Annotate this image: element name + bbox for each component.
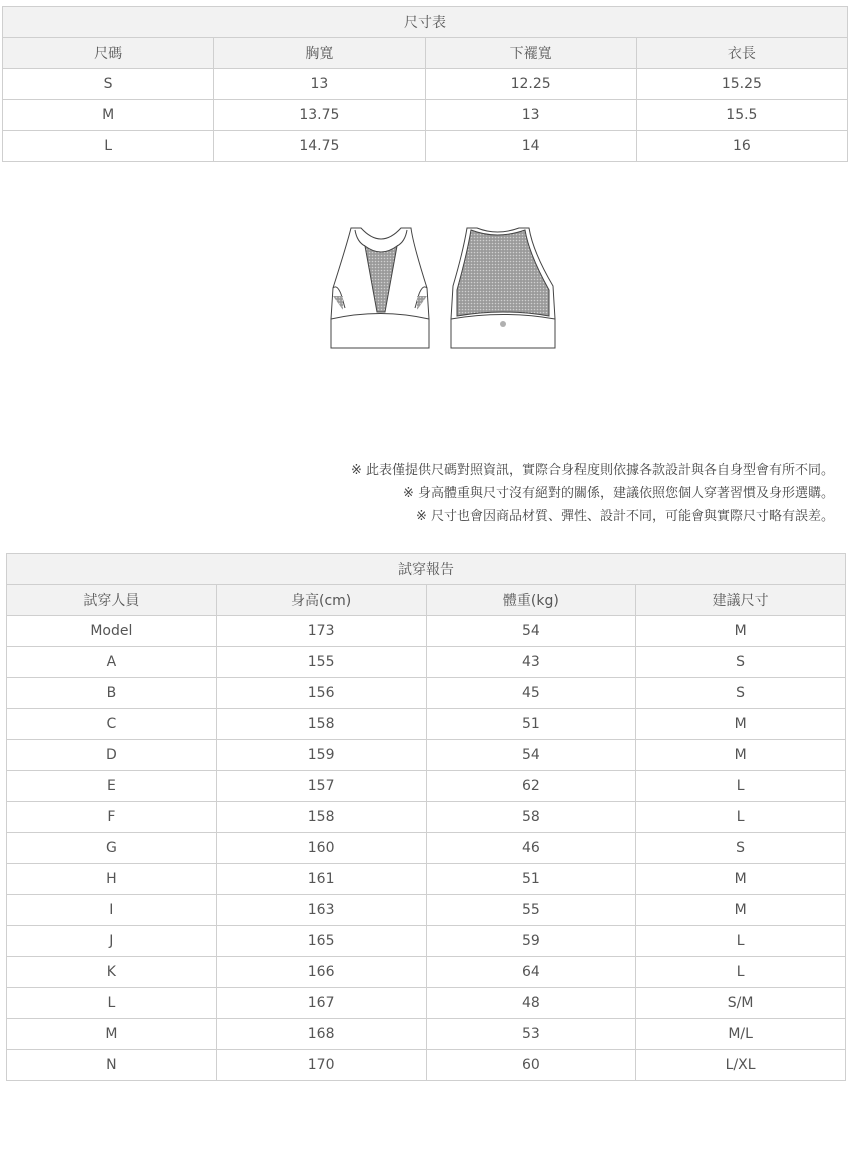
- fit-cell: L: [636, 771, 846, 802]
- fit-cell: 160: [216, 833, 426, 864]
- fit-row: [7, 771, 846, 802]
- fit-cell: Model: [7, 616, 217, 647]
- size-chart-table: [2, 6, 848, 162]
- size-cell: 12.25: [425, 69, 636, 100]
- fit-row: [7, 802, 846, 833]
- fit-cell: 59: [426, 926, 636, 957]
- fit-cell: 46: [426, 833, 636, 864]
- fit-cell: 53: [426, 1019, 636, 1050]
- fit-cell: 58: [426, 802, 636, 833]
- fit-cell: E: [7, 771, 217, 802]
- fit-row: [7, 1019, 846, 1050]
- fit-cell: 51: [426, 709, 636, 740]
- fit-cell: 158: [216, 709, 426, 740]
- fit-cell: M/L: [636, 1019, 846, 1050]
- size-header-cell: 胸寬: [214, 38, 425, 69]
- fit-cell: F: [7, 802, 217, 833]
- size-header-cell: 尺碼: [3, 38, 214, 69]
- note-line: ※ 此表僅提供尺碼對照資訊，實際合身程度則依據各款設計與各自身型會有所不同。: [350, 463, 834, 478]
- size-cell: M: [3, 100, 214, 131]
- fit-row: [7, 926, 846, 957]
- size-cell: L: [3, 131, 214, 162]
- fit-cell: 62: [426, 771, 636, 802]
- fit-row: [7, 647, 846, 678]
- fit-header-cell: 體重(kg): [426, 585, 636, 616]
- fit-cell: K: [7, 957, 217, 988]
- size-cell: 13.75: [214, 100, 425, 131]
- size-cell: S: [3, 69, 214, 100]
- fit-cell: 54: [426, 616, 636, 647]
- fit-report-title-row: [7, 554, 846, 585]
- fit-cell: 54: [426, 740, 636, 771]
- fit-cell: 165: [216, 926, 426, 957]
- fit-report-table: [6, 553, 846, 1081]
- fit-cell: M: [636, 616, 846, 647]
- fit-cell: 157: [216, 771, 426, 802]
- fit-cell: S: [636, 833, 846, 864]
- fit-row: [7, 895, 846, 926]
- size-cell: 14.75: [214, 131, 425, 162]
- fit-row: [7, 1050, 846, 1081]
- fit-cell: H: [7, 864, 217, 895]
- fit-cell: S: [636, 678, 846, 709]
- size-chart-title-row: [3, 7, 848, 38]
- fit-report-title: 試穿報告: [7, 554, 846, 585]
- size-row: [3, 131, 848, 162]
- size-row: [3, 100, 848, 131]
- fit-cell: I: [7, 895, 217, 926]
- fit-cell: M: [636, 864, 846, 895]
- fit-cell: L: [636, 957, 846, 988]
- fit-cell: L: [636, 802, 846, 833]
- fit-row: [7, 864, 846, 895]
- fit-cell: 159: [216, 740, 426, 771]
- size-chart-header-row: [3, 38, 848, 69]
- size-cell: 13: [214, 69, 425, 100]
- back-view-drawing: [451, 228, 555, 348]
- note-line: ※ 身高體重與尺寸沒有絕對的關係，建議依照您個人穿著習慣及身形選購。: [402, 486, 834, 501]
- fit-header-cell: 身高(cm): [216, 585, 426, 616]
- fit-row: [7, 957, 846, 988]
- fit-row: [7, 709, 846, 740]
- fit-cell: G: [7, 833, 217, 864]
- fit-cell: 48: [426, 988, 636, 1019]
- fit-cell: D: [7, 740, 217, 771]
- fit-cell: 158: [216, 802, 426, 833]
- fit-cell: 167: [216, 988, 426, 1019]
- fit-cell: 43: [426, 647, 636, 678]
- sports-bra-illustration: [323, 224, 559, 352]
- fit-cell: M: [636, 740, 846, 771]
- fit-cell: L: [7, 988, 217, 1019]
- fit-cell: M: [7, 1019, 217, 1050]
- size-row: [3, 69, 848, 100]
- fit-cell: C: [7, 709, 217, 740]
- fit-row: [7, 988, 846, 1019]
- fit-cell: 173: [216, 616, 426, 647]
- fit-cell: M: [636, 709, 846, 740]
- fit-header-cell: 試穿人員: [7, 585, 217, 616]
- fit-row: [7, 616, 846, 647]
- fit-cell: N: [7, 1050, 217, 1081]
- fit-cell: 51: [426, 864, 636, 895]
- fit-cell: J: [7, 926, 217, 957]
- fit-cell: 156: [216, 678, 426, 709]
- front-view-drawing: [331, 228, 429, 348]
- fit-cell: 45: [426, 678, 636, 709]
- fit-cell: 64: [426, 957, 636, 988]
- size-header-cell: 下襬寬: [425, 38, 636, 69]
- fit-cell: S/M: [636, 988, 846, 1019]
- size-cell: 15.25: [636, 69, 847, 100]
- notes-block: [234, 459, 834, 528]
- fit-row: [7, 678, 846, 709]
- fit-row: [7, 833, 846, 864]
- fit-cell: L: [636, 926, 846, 957]
- size-chart-title: 尺寸表: [3, 7, 848, 38]
- size-header-cell: 衣長: [636, 38, 847, 69]
- fit-cell: 60: [426, 1050, 636, 1081]
- size-cell: 13: [425, 100, 636, 131]
- size-cell: 16: [636, 131, 847, 162]
- fit-cell: S: [636, 647, 846, 678]
- fit-cell: L/XL: [636, 1050, 846, 1081]
- fit-cell: B: [7, 678, 217, 709]
- note-line: ※ 尺寸也會因商品材質、彈性、設計不同，可能會與實際尺寸略有誤差。: [415, 509, 834, 524]
- size-cell: 14: [425, 131, 636, 162]
- fit-report-header-row: [7, 585, 846, 616]
- size-cell: 15.5: [636, 100, 847, 131]
- fit-cell: 55: [426, 895, 636, 926]
- fit-cell: A: [7, 647, 217, 678]
- fit-cell: 166: [216, 957, 426, 988]
- fit-cell: 155: [216, 647, 426, 678]
- fit-row: [7, 740, 846, 771]
- fit-header-cell: 建議尺寸: [636, 585, 846, 616]
- fit-cell: 161: [216, 864, 426, 895]
- fit-cell: M: [636, 895, 846, 926]
- fit-cell: 168: [216, 1019, 426, 1050]
- fit-cell: 163: [216, 895, 426, 926]
- fit-cell: 170: [216, 1050, 426, 1081]
